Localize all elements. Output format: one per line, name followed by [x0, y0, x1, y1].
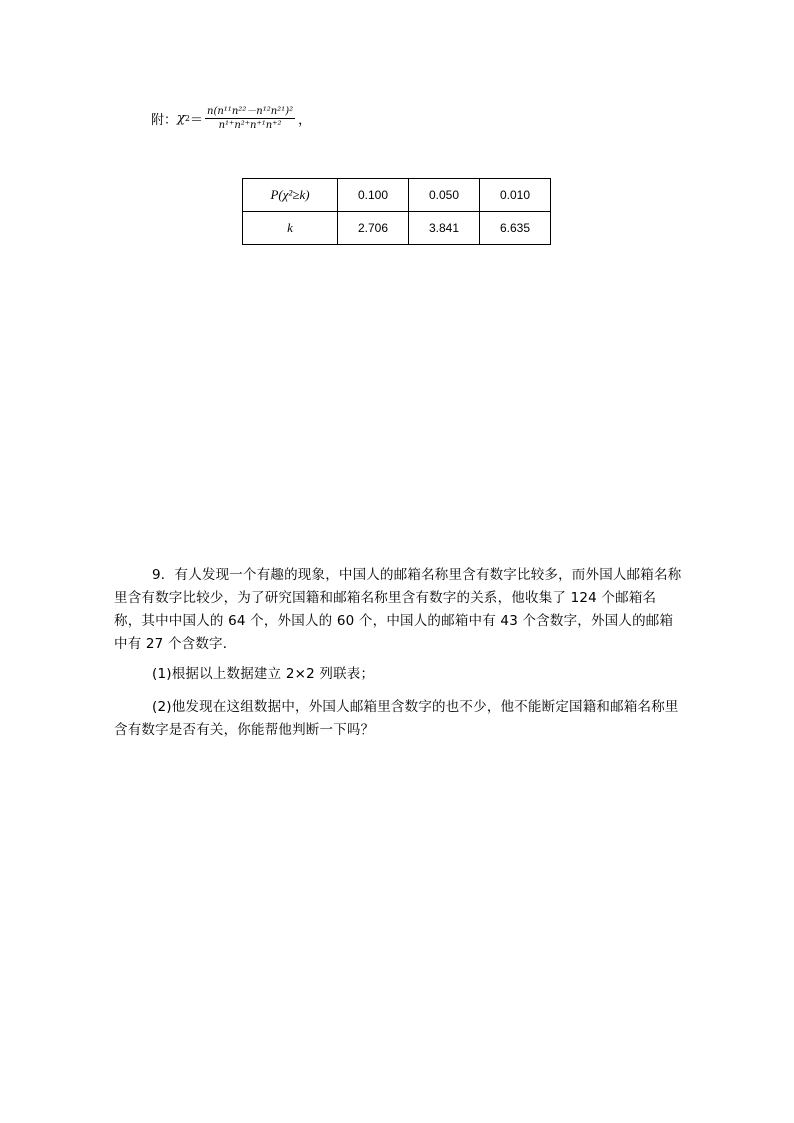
formula-prefix: 附： [151, 112, 178, 128]
formula-numerator: n(n¹¹n²²－n¹²n²¹)² [207, 105, 294, 117]
formula-fraction [205, 105, 295, 132]
table-row-label: k [243, 212, 338, 245]
table-cell: 0.100 [338, 179, 409, 212]
formula-denominator: n¹⁺n²⁺n⁺¹n⁺² [218, 119, 282, 131]
table-cell: 2.706 [338, 212, 409, 245]
problem-part-1: (1)根据以上数据建立 2×2 列联表； [152, 666, 375, 682]
problem-part-2: (2)他发现在这组数据中，外国人邮箱里含数字的也不少，他不能断定国籍和邮箱名称里含有数字是否有关，你能帮他判断一下吗？ [114, 699, 679, 738]
table-cell: 0.050 [409, 179, 480, 212]
table-header-label: P(χ²≥k) [243, 179, 338, 212]
problem-text: 有人发现一个有趣的现象，中国人的邮箱名称里含有数字比较多，而外国人邮箱名称里含有数字比较少，为了研究国籍和邮箱名称里含有数字的关系，他收集了 124 个邮箱名称，其中中国人的 64 个，外国人的 60 个，中国人的邮箱中有 43 个含数字，外国人的邮箱中有 27 个含数字． [114, 567, 682, 652]
problem-number: 9． [152, 567, 175, 583]
table-cell: 0.010 [480, 179, 551, 212]
table-cell: 6.635 [480, 212, 551, 245]
problem-statement [114, 564, 682, 656]
chi-symbol: χ [177, 110, 185, 126]
table-row [243, 179, 551, 212]
chi-square-formula [151, 98, 311, 138]
chi-exponent: 2 [184, 113, 190, 123]
critical-value-table [242, 178, 551, 245]
table-cell: 3.841 [409, 212, 480, 245]
formula-suffix: ， [298, 112, 312, 128]
table-row [243, 212, 551, 245]
equals-sign: ＝ [190, 112, 204, 128]
